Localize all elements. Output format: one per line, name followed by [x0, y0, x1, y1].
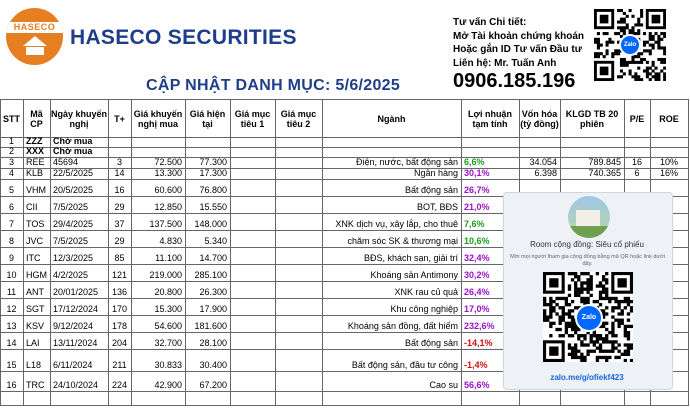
table-cell-stt: 10	[6, 270, 17, 280]
table-cell-stt: 6	[8, 202, 14, 212]
column-header: Ngày khuyến nghị	[50, 109, 108, 129]
table-cell-t: 85	[114, 253, 125, 263]
table-cell-date: 20/01/2025	[53, 287, 99, 297]
column-header: ROE	[659, 114, 679, 124]
table-cell-sector: XNK dịch vụ, xây lắp, cho thuê	[335, 219, 458, 229]
table-cell-date: 17/12/2024	[53, 304, 99, 314]
column-header: Lợi nhuận tạm tính	[468, 109, 512, 129]
table-cell-sector: Điện, nước, bất động sản	[356, 157, 458, 167]
contact-line: Liên hệ: Mr. Tuấn Anh	[453, 57, 557, 69]
column-header: STT	[3, 114, 20, 124]
table-cell-vol: 789.845	[588, 157, 621, 167]
table-cell-buy: 13.300	[154, 168, 182, 178]
column-header: Giá hiện tại	[189, 109, 226, 129]
table-cell-t: 204	[111, 338, 128, 348]
table-cell-cur: 14.700	[199, 253, 227, 263]
table-cell-cur: 77.300	[199, 157, 227, 167]
table-cell-sector: Cao su	[429, 380, 458, 390]
table-cell-code: KSV	[26, 321, 45, 331]
table-cell-sector: Bất động sản, đầu tư công	[351, 360, 458, 370]
column-header: Vốn hóa (tỷ đồng)	[520, 109, 559, 129]
haseco-logo	[6, 8, 63, 65]
table-cell-pe: 16	[631, 157, 642, 167]
table-cell-sector: XNK rau củ quả	[394, 287, 458, 297]
column-header: Giá mục tiêu 2	[280, 109, 317, 129]
table-cell-code: KLB	[26, 168, 44, 178]
table-cell-date: 45694	[53, 157, 79, 167]
table-cell-sector: BOT, BĐS	[416, 202, 458, 212]
zalo-badge-card: Zalo	[575, 304, 603, 332]
table-cell-pe: 6	[634, 168, 640, 178]
table-cell-date: 12/3/2025	[53, 253, 94, 263]
table-cell-code: TOS	[26, 219, 45, 229]
table-cell-code: ANT	[26, 287, 44, 297]
table-cell-buy: 20.800	[154, 287, 182, 297]
table-cell-code: LAI	[26, 338, 40, 348]
table-cell-t: 136	[111, 287, 128, 297]
table-cell-cur: 5.340	[204, 236, 227, 246]
table-cell-buy: 12.850	[154, 202, 182, 212]
column-header: P/E	[629, 114, 645, 124]
table-cell-t: 178	[111, 321, 128, 331]
table-cell-buy: 32.700	[154, 338, 182, 348]
table-cell-date: 4/2/2025	[53, 270, 89, 280]
table-cell-date: 29/4/2025	[53, 219, 94, 229]
table-cell-code: HGM	[26, 270, 47, 280]
table-cell-stt: 4	[8, 168, 14, 178]
phone-number[interactable]: 0906.185.196	[453, 70, 576, 92]
table-cell-roe: 10%	[659, 157, 678, 167]
table-cell-t: 29	[114, 202, 125, 212]
table-cell-sector: BĐS, khách sạn, giải trí	[363, 253, 458, 263]
table-cell-stt: 16	[6, 380, 17, 390]
table-cell-cur: 30.400	[199, 360, 227, 370]
table-cell-code: CII	[26, 202, 38, 212]
table-cell-cur: 76.800	[199, 185, 227, 195]
table-cell-roe: 16%	[659, 168, 678, 178]
table-cell-sector: Khu công nghiệp	[390, 304, 458, 314]
table-cell-code: L18	[26, 360, 42, 370]
table-cell-stt: 11	[6, 287, 17, 297]
table-cell-date: 22/5/2025	[53, 168, 94, 178]
table-cell-buy: 4.830	[159, 236, 182, 246]
contact-line: Tư vấn Chi tiết:	[453, 17, 527, 28]
community-subtitle: Mời mọi người tham gia cộng đồng bằng mã QR hoặc link dưới đây.	[510, 254, 665, 267]
table-cell-profit: 17,0%	[464, 304, 490, 314]
table-cell-sector: Bất động sản	[404, 338, 458, 348]
table-cell-stt: 5	[8, 185, 14, 195]
table-cell-stt: 15	[6, 360, 17, 370]
table-cell-t: 14	[114, 168, 125, 178]
table-cell-profit: -1,4%	[464, 360, 488, 370]
table-cell-cur: 67.200	[199, 380, 227, 390]
table-cell-stt: 12	[6, 304, 17, 314]
table-cell-profit: 56,6%	[464, 380, 490, 390]
table-cell-sector: Khoáng sản đồng, đất hiếm	[347, 321, 458, 331]
table-cell-date: 7/5/2025	[53, 202, 89, 212]
table-cell-buy: 137.500	[149, 219, 182, 229]
table-cell-stt: 3	[8, 157, 14, 167]
table-cell-profit: 10,6%	[464, 236, 490, 246]
table-cell-stt: 9	[8, 253, 14, 263]
table-cell-code: VHM	[26, 185, 46, 195]
table-cell-cur: 181.600	[194, 321, 227, 331]
zalo-badge-top: Zalo	[619, 34, 641, 56]
contact-info	[453, 16, 584, 70]
page-title: CẬP NHẬT DANH MỤC: 5/6/2025	[146, 77, 401, 94]
table-cell-code: XXX	[26, 146, 45, 156]
table-cell-profit: 26,4%	[464, 287, 490, 297]
table-cell-profit: 232,6%	[464, 321, 495, 331]
contact-line: Mở Tài khoản chứng khoán	[453, 30, 585, 42]
table-cell-sector: chăm sóc SK & thương mại	[347, 236, 458, 246]
table-cell-stt: 13	[6, 321, 17, 331]
table-cell-date: 24/10/2024	[53, 380, 99, 390]
table-cell-cur: 26.300	[199, 287, 227, 297]
column-header: Mã CP	[30, 109, 43, 129]
table-cell-profit: -14,1%	[464, 338, 493, 348]
column-header: Giá khuyến nghị mua	[133, 109, 183, 129]
community-avatar	[568, 196, 610, 238]
table-cell-stt: 2	[8, 146, 14, 156]
column-header: T+	[114, 114, 125, 124]
column-header: KLGD TB 20 phiên	[565, 109, 619, 129]
table-cell-profit: 30,1%	[464, 168, 490, 178]
table-cell-sector: Khoáng sản Antimony	[370, 270, 458, 280]
table-cell-code: TRC	[26, 380, 45, 390]
table-cell-stt: 1	[8, 136, 14, 146]
table-cell-date: Chờ mua	[53, 136, 93, 146]
table-cell-cur: 28.100	[199, 338, 227, 348]
table-cell-stt: 8	[8, 236, 14, 246]
table-cell-profit: 30,2%	[464, 270, 490, 280]
table-cell-t: 170	[111, 304, 128, 314]
table-cell-date: 9/12/2024	[53, 321, 94, 331]
table-cell-vol: 740.365	[588, 168, 621, 178]
table-cell-t: 224	[111, 380, 128, 390]
table-cell-date: 6/11/2024	[53, 360, 93, 370]
table-cell-date: Chờ mua	[53, 146, 93, 156]
table-cell-stt: 14	[6, 338, 17, 348]
table-cell-buy: 15.300	[154, 304, 182, 314]
table-cell-profit: 6,6%	[464, 157, 485, 167]
table-cell-stt: 7	[8, 219, 14, 229]
table-cell-buy: 54.600	[154, 321, 182, 331]
logo-text: HASECO	[13, 22, 56, 32]
table-cell-cur: 17.900	[199, 304, 227, 314]
table-cell-cap: 6.398	[534, 168, 557, 178]
table-cell-date: 13/11/2024	[53, 338, 98, 348]
table-cell-buy: 60.600	[154, 185, 182, 195]
table-cell-code: REE	[26, 157, 45, 167]
table-cell-buy: 219.000	[149, 270, 182, 280]
table-cell-buy: 72.500	[154, 157, 182, 167]
table-cell-buy: 30.833	[154, 360, 182, 370]
community-link[interactable]: zalo.me/g/ofiekf423	[550, 373, 624, 382]
contact-line: Hoặc gắn ID Tư vấn Đầu tư	[453, 44, 582, 55]
table-cell-cap: 34.054	[529, 157, 557, 167]
brand-name: HASECO SECURITIES	[70, 26, 297, 49]
table-cell-code: ITC	[26, 253, 41, 263]
table-cell-t: 16	[114, 185, 125, 195]
table-cell-cur: 285.100	[194, 270, 227, 280]
table-cell-sector: Ngân hàng	[413, 168, 458, 178]
table-cell-t: 29	[114, 236, 125, 246]
table-cell-cur: 17.300	[199, 168, 227, 178]
column-header: Giá mục tiêu 1	[234, 109, 271, 129]
table-cell-code: SGT	[26, 304, 45, 314]
table-cell-date: 7/5/2025	[53, 236, 89, 246]
table-cell-sector: Bất động sản	[404, 185, 458, 195]
table-cell-code: ZZZ	[26, 136, 43, 146]
table-cell-t: 37	[114, 219, 125, 229]
table-cell-profit: 32,4%	[464, 253, 490, 263]
table-cell-buy: 42.900	[154, 380, 182, 390]
table-cell-t: 121	[111, 270, 128, 280]
column-header: Ngành	[377, 114, 406, 124]
table-cell-cur: 15.550	[199, 202, 227, 212]
table-cell-date: 20/5/2025	[53, 185, 94, 195]
community-title: Room cộng đồng: Siêu cổ phiếu	[530, 240, 644, 249]
table-cell-profit: 26,7%	[464, 185, 490, 195]
table-cell-profit: 7,6%	[464, 219, 485, 229]
table-cell-profit: 21,0%	[464, 202, 490, 212]
table-cell-cur: 148.000	[194, 219, 227, 229]
table-cell-t: 3	[116, 157, 122, 167]
table-cell-code: JVC	[26, 236, 44, 246]
table-cell-buy: 11.100	[155, 253, 182, 263]
table-cell-t: 211	[112, 360, 127, 370]
